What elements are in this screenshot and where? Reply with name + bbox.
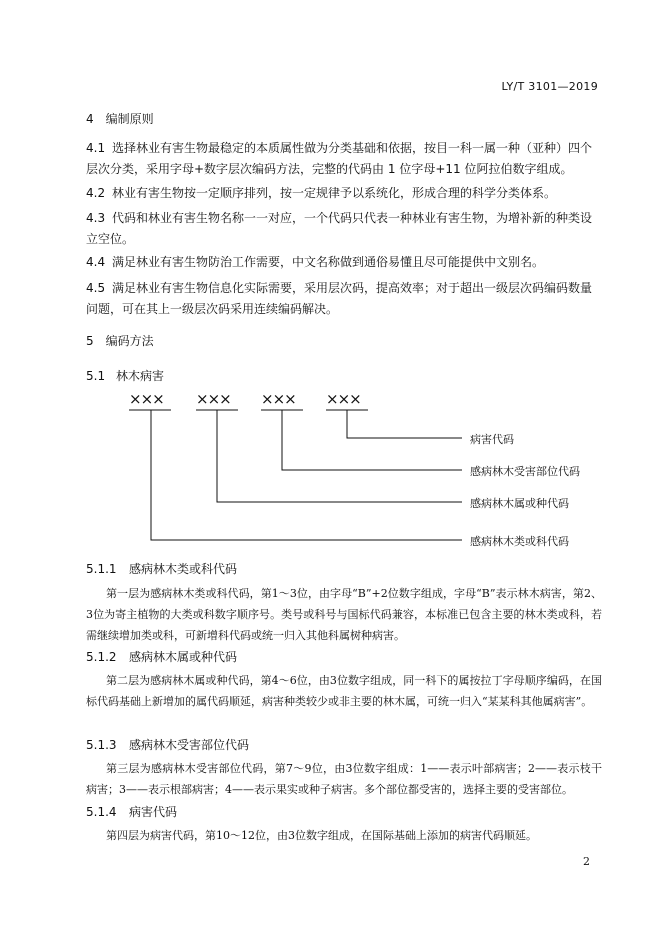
connector-class-family-code — [151, 410, 462, 540]
label-affected-part-code: 感病林木受害部位代码 — [470, 465, 580, 478]
label-genus-species-code: 感病林木属或种代码 — [470, 497, 569, 510]
subsection-number: 5.1.4 — [86, 805, 117, 819]
subsection-title: 感病林木类或科代码 — [129, 562, 238, 576]
subsection-5-1-1-heading — [86, 560, 237, 577]
page-number: 2 — [583, 855, 590, 868]
label-disease-code: 病害代码 — [470, 433, 514, 446]
clause-text: 林业有害生物按一定顺序排列，按一定规律予以系统化，形成合理的科学分类体系。 — [112, 186, 557, 200]
clause-number: 4.3 — [86, 211, 106, 225]
code-group-3: ××× — [261, 390, 296, 408]
code-group-4: ××× — [326, 390, 361, 408]
clause-text: 满足林业有害生物信息化实际需要，采用层次码，提高效率；对于超出一级层次码编码数量问题，可在其上一级层次码采用连续编码解决。 — [86, 281, 593, 316]
clause-number: 4.1 — [86, 141, 106, 155]
subsection-title: 感病林木受害部位代码 — [129, 738, 250, 752]
subsection-title: 林木病害 — [116, 369, 165, 383]
subsection-number: 5.1 — [86, 369, 106, 383]
subsection-5-1-2-body: 第二层为感病林木属或种代码，第4～6位，由3位数字组成，同一科下的属按拉丁字母顺序编码，在国标代码基础上新增加的属代码顺延，病害种类较少或非主要的林木属，可统一归入“某某科其他属病害”。 — [86, 674, 602, 708]
clause-text: 满足林业有害生物防治工作需要，中文名称做到通俗易懂且尽可能提供中文别名。 — [112, 255, 545, 269]
section-4-heading: 4 编制原则 — [86, 112, 154, 126]
subsection-5-1-3-heading — [86, 736, 249, 753]
connector-disease-code — [347, 410, 462, 438]
clause-text: 选择林业有害生物最稳定的本质属性做为分类基础和依据，按目一科一属一种（亚种）四个层次分类，采用字母+数字层次编码方法，完整的代码由 1 位字母+11 位阿拉伯数字组成。 — [86, 141, 593, 176]
clause-number: 4.2 — [86, 186, 106, 200]
subsection-number: 5.1.3 — [86, 738, 117, 752]
subsection-title: 病害代码 — [129, 805, 178, 819]
clause-number: 4.4 — [86, 255, 106, 269]
connector-affected-part-code — [282, 410, 462, 470]
clause-number: 4.5 — [86, 281, 106, 295]
subsection-number: 5.1.2 — [86, 650, 117, 664]
subsection-5-1-4-heading — [86, 803, 177, 820]
subsection-5-1-1-body: 第一层为感病林木类或科代码，第1～3位，由字母“B”+2位数字组成，字母“B”表示林木病害，第2、3位为寄主植物的大类或科数字顺序号。类号或科号与国标代码兼容，本标准已包含主要的林木类或科，若需继续增加类或科，可新增科代码或统一归入其他科属树种病害。 — [86, 587, 602, 642]
connector-genus-species-code — [217, 410, 462, 502]
subsection-5-1-3-body: 第三层为感病林木受害部位代码，第7～9位，由3位数字组成：1——表示叶部病害；2——表示枝干病害；3——表示根部病害；4——表示果实或种子病害。多个部位都受害的，选择主要的受害部位。 — [86, 762, 602, 796]
subsection-5-1-4-body: 第四层为病害代码，第10～12位，由3位数字组成，在国际基础上添加的病害代码顺延。 — [106, 829, 537, 842]
section-5-heading: 5 编码方法 — [86, 334, 154, 348]
code-group-2: ××× — [196, 390, 231, 408]
code-group-1: ××× — [129, 390, 164, 408]
subsection-5-1-2-heading — [86, 648, 237, 665]
subsection-title: 感病林木属或种代码 — [129, 650, 238, 664]
standard-code-header: LY/T 3101—2019 — [501, 80, 598, 93]
label-class-family-code: 感病林木类或科代码 — [470, 535, 569, 548]
clause-text: 代码和林业有害生物名称一一对应，一个代码只代表一种林业有害生物，为增补新的种类设立空位。 — [86, 211, 593, 246]
subsection-number: 5.1.1 — [86, 562, 117, 576]
